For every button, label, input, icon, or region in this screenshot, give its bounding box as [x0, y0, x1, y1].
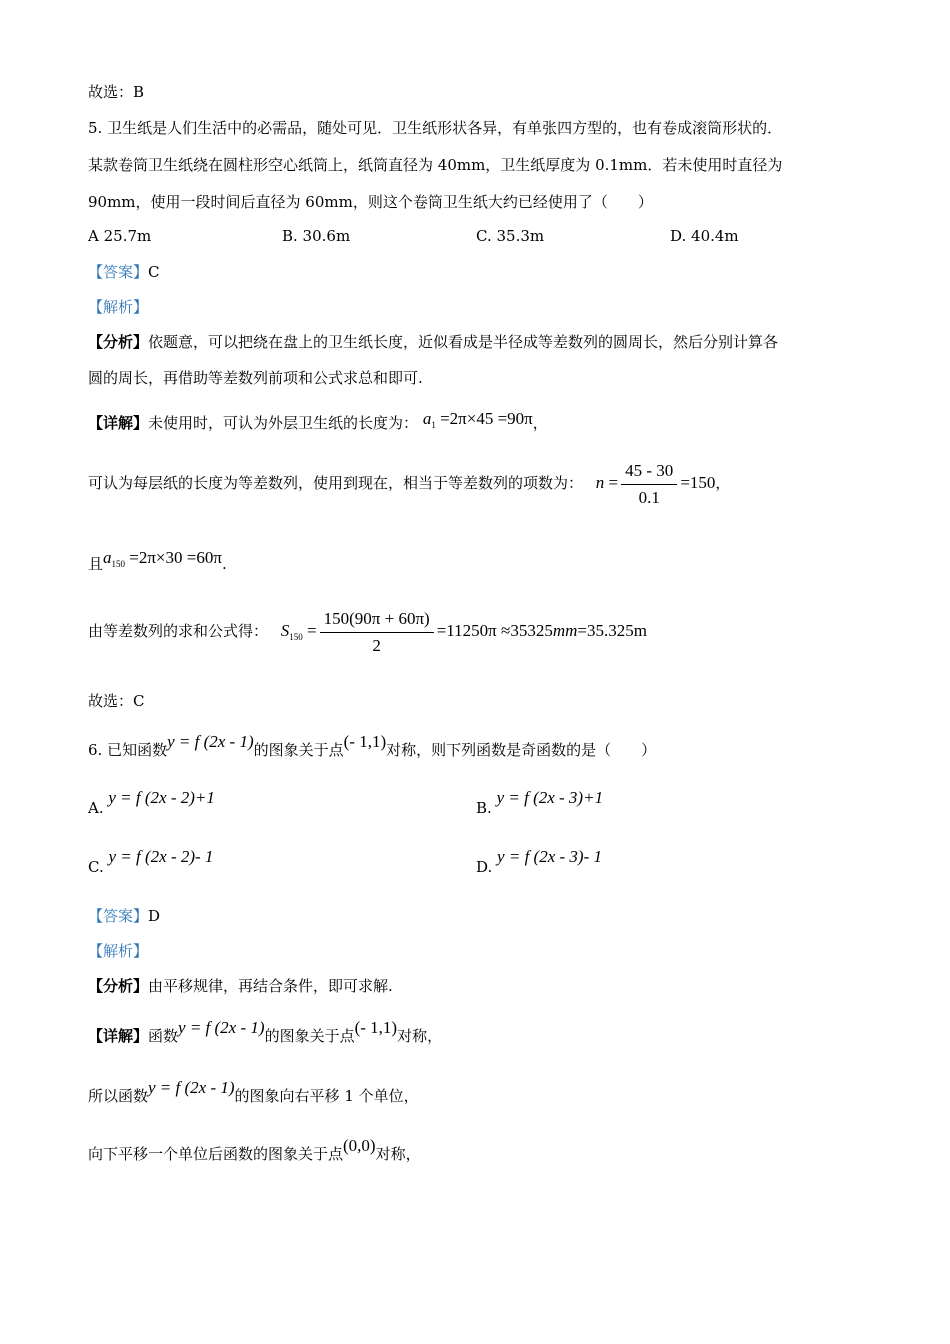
- q5-conclusion: 故选：C: [88, 692, 145, 710]
- q6-stem: 6. 已知函数y = f (2x - 1)的图象关于点(- 1,1)对称，则下列函数是奇函数的是（ ）: [88, 732, 657, 759]
- q6-answer: D: [148, 907, 161, 925]
- q5-fenxi-line-2: 圆的周长，再借助等差数列前项和公式求总和即可.: [88, 369, 423, 387]
- q5-detail-text-4: 由等差数列的求和公式得：: [88, 622, 269, 640]
- q5-eq-a150: $a_{150} =2\pi\times 30 =60\pi$: [103, 548, 222, 569]
- q5-answer-line: [88, 262, 160, 282]
- q5-answer-tag: 【答案】: [88, 263, 149, 281]
- q5-analysis-tag: 【解析】: [88, 298, 149, 316]
- q5-eq-sum-fraction: $\frac{150(90\pi + 60\pi)}{2}$: [320, 608, 434, 657]
- q6-option-b: B. y = f (2x - 3)+1: [476, 788, 604, 817]
- q6-detail-line-1: 【详解】函数y = f (2x - 1)的图象关于点(- 1,1)对称，: [88, 1018, 443, 1045]
- q5-detail-tag: 【详解】: [88, 414, 149, 432]
- q6-detail-tag: 【详解】: [88, 1027, 149, 1045]
- q5-detail-line-1: 【详解】未使用时，可认为外层卫生纸的长度为： $a_1 =2\pi\times 45 =90\pi$，: [88, 409, 548, 432]
- q6-option-c: C. y = f (2x - 2)- 1: [88, 847, 214, 876]
- q5-detail-line-3: 且$a_{150} =2\pi\times 30 =60\pi$.: [88, 548, 227, 573]
- q6-fenxi-line: 【分析】由平移规律，再结合条件，即可求解.: [88, 977, 393, 995]
- q5-fenxi-tag: 【分析】: [88, 333, 149, 351]
- q5-option-c: C. 35.3m: [476, 227, 545, 245]
- q5-fenxi-text-1: 依题意，可以把绕在盘上的卫生纸长度，近似看成是半径成等差数列的圆周长，然后分别计算各: [148, 333, 779, 351]
- q5-detail-line-4: [88, 604, 647, 664]
- q5-option-a: A 25.7m: [88, 227, 152, 245]
- q5-eq-n-fraction: $\frac{45 - 30}{0.1}$: [621, 460, 677, 509]
- q5-answer: C: [148, 263, 160, 281]
- q5-option-d: D. 40.4m: [670, 227, 739, 245]
- q6-answer-line: [88, 906, 160, 926]
- q5-stem-line-1: 5. 卫生纸是人们生活中的必需品，随处可见．卫生纸形状各异，有单张四方型的，也有卷成滚筒形状的．: [88, 119, 783, 137]
- q6-analysis-tag: 【解析】: [88, 942, 149, 960]
- q5-detail-text-3: 且: [88, 555, 104, 573]
- q5-eq-n: n = $\frac{45 - 30}{0.1}$ =150: [595, 460, 716, 507]
- q6-fenxi-tag: 【分析】: [88, 977, 149, 995]
- q6-option-a: A. y = f (2x - 2)+1: [88, 788, 215, 817]
- q6-detail-line-3: 向下平移一个单位后函数的图象关于点(0,0)对称，: [88, 1136, 421, 1163]
- q5-detail-text-2: 可认为每层纸的长度为等差数列，使用到现在，相当于等差数列的项数为：: [88, 474, 584, 492]
- q5-stem-line-2: 某款卷筒卫生纸绕在圆柱形空心纸筒上，纸筒直径为 40mm，卫生纸厚度为 0.1mm．若未使用时直径为: [88, 156, 783, 174]
- q6-stem-function: y = f (2x - 1): [167, 732, 254, 751]
- q6-stem-point: (- 1,1): [343, 732, 387, 751]
- q5-stem-line-3: 90mm，使用一段时间后直径为 60mm，则这个卷筒卫生纸大约已经使用了（ ）: [88, 193, 653, 211]
- q5-detail-text: 未使用时，可认为外层卫生纸的长度为：: [148, 414, 419, 432]
- q5-option-b: B. 30.6m: [282, 227, 351, 245]
- q5-fenxi-line-1: [88, 332, 778, 352]
- q6-option-d: D. y = f (2x - 3)- 1: [476, 847, 602, 876]
- q6-detail-line-2: 所以函数y = f (2x - 1)的图象向右平移 1 个单位，: [88, 1078, 419, 1105]
- q5-eq-a1: $a_1 =2\pi\times 45 =90\pi$: [422, 409, 533, 430]
- q5-eq-sum: $S_{150}$ = $\frac{150(90\pi + 60\pi)}{2}$ =11250π ≈35325mm=35.325m: [280, 608, 647, 655]
- q5-detail-line-2: 可认为每层纸的长度为等差数列，使用到现在，相当于等差数列的项数为： n = $\frac{45 - 30}{0.1}$ =150，: [88, 460, 731, 507]
- q4-conclusion: 故选：B: [88, 83, 145, 101]
- q6-answer-tag: 【答案】: [88, 907, 149, 925]
